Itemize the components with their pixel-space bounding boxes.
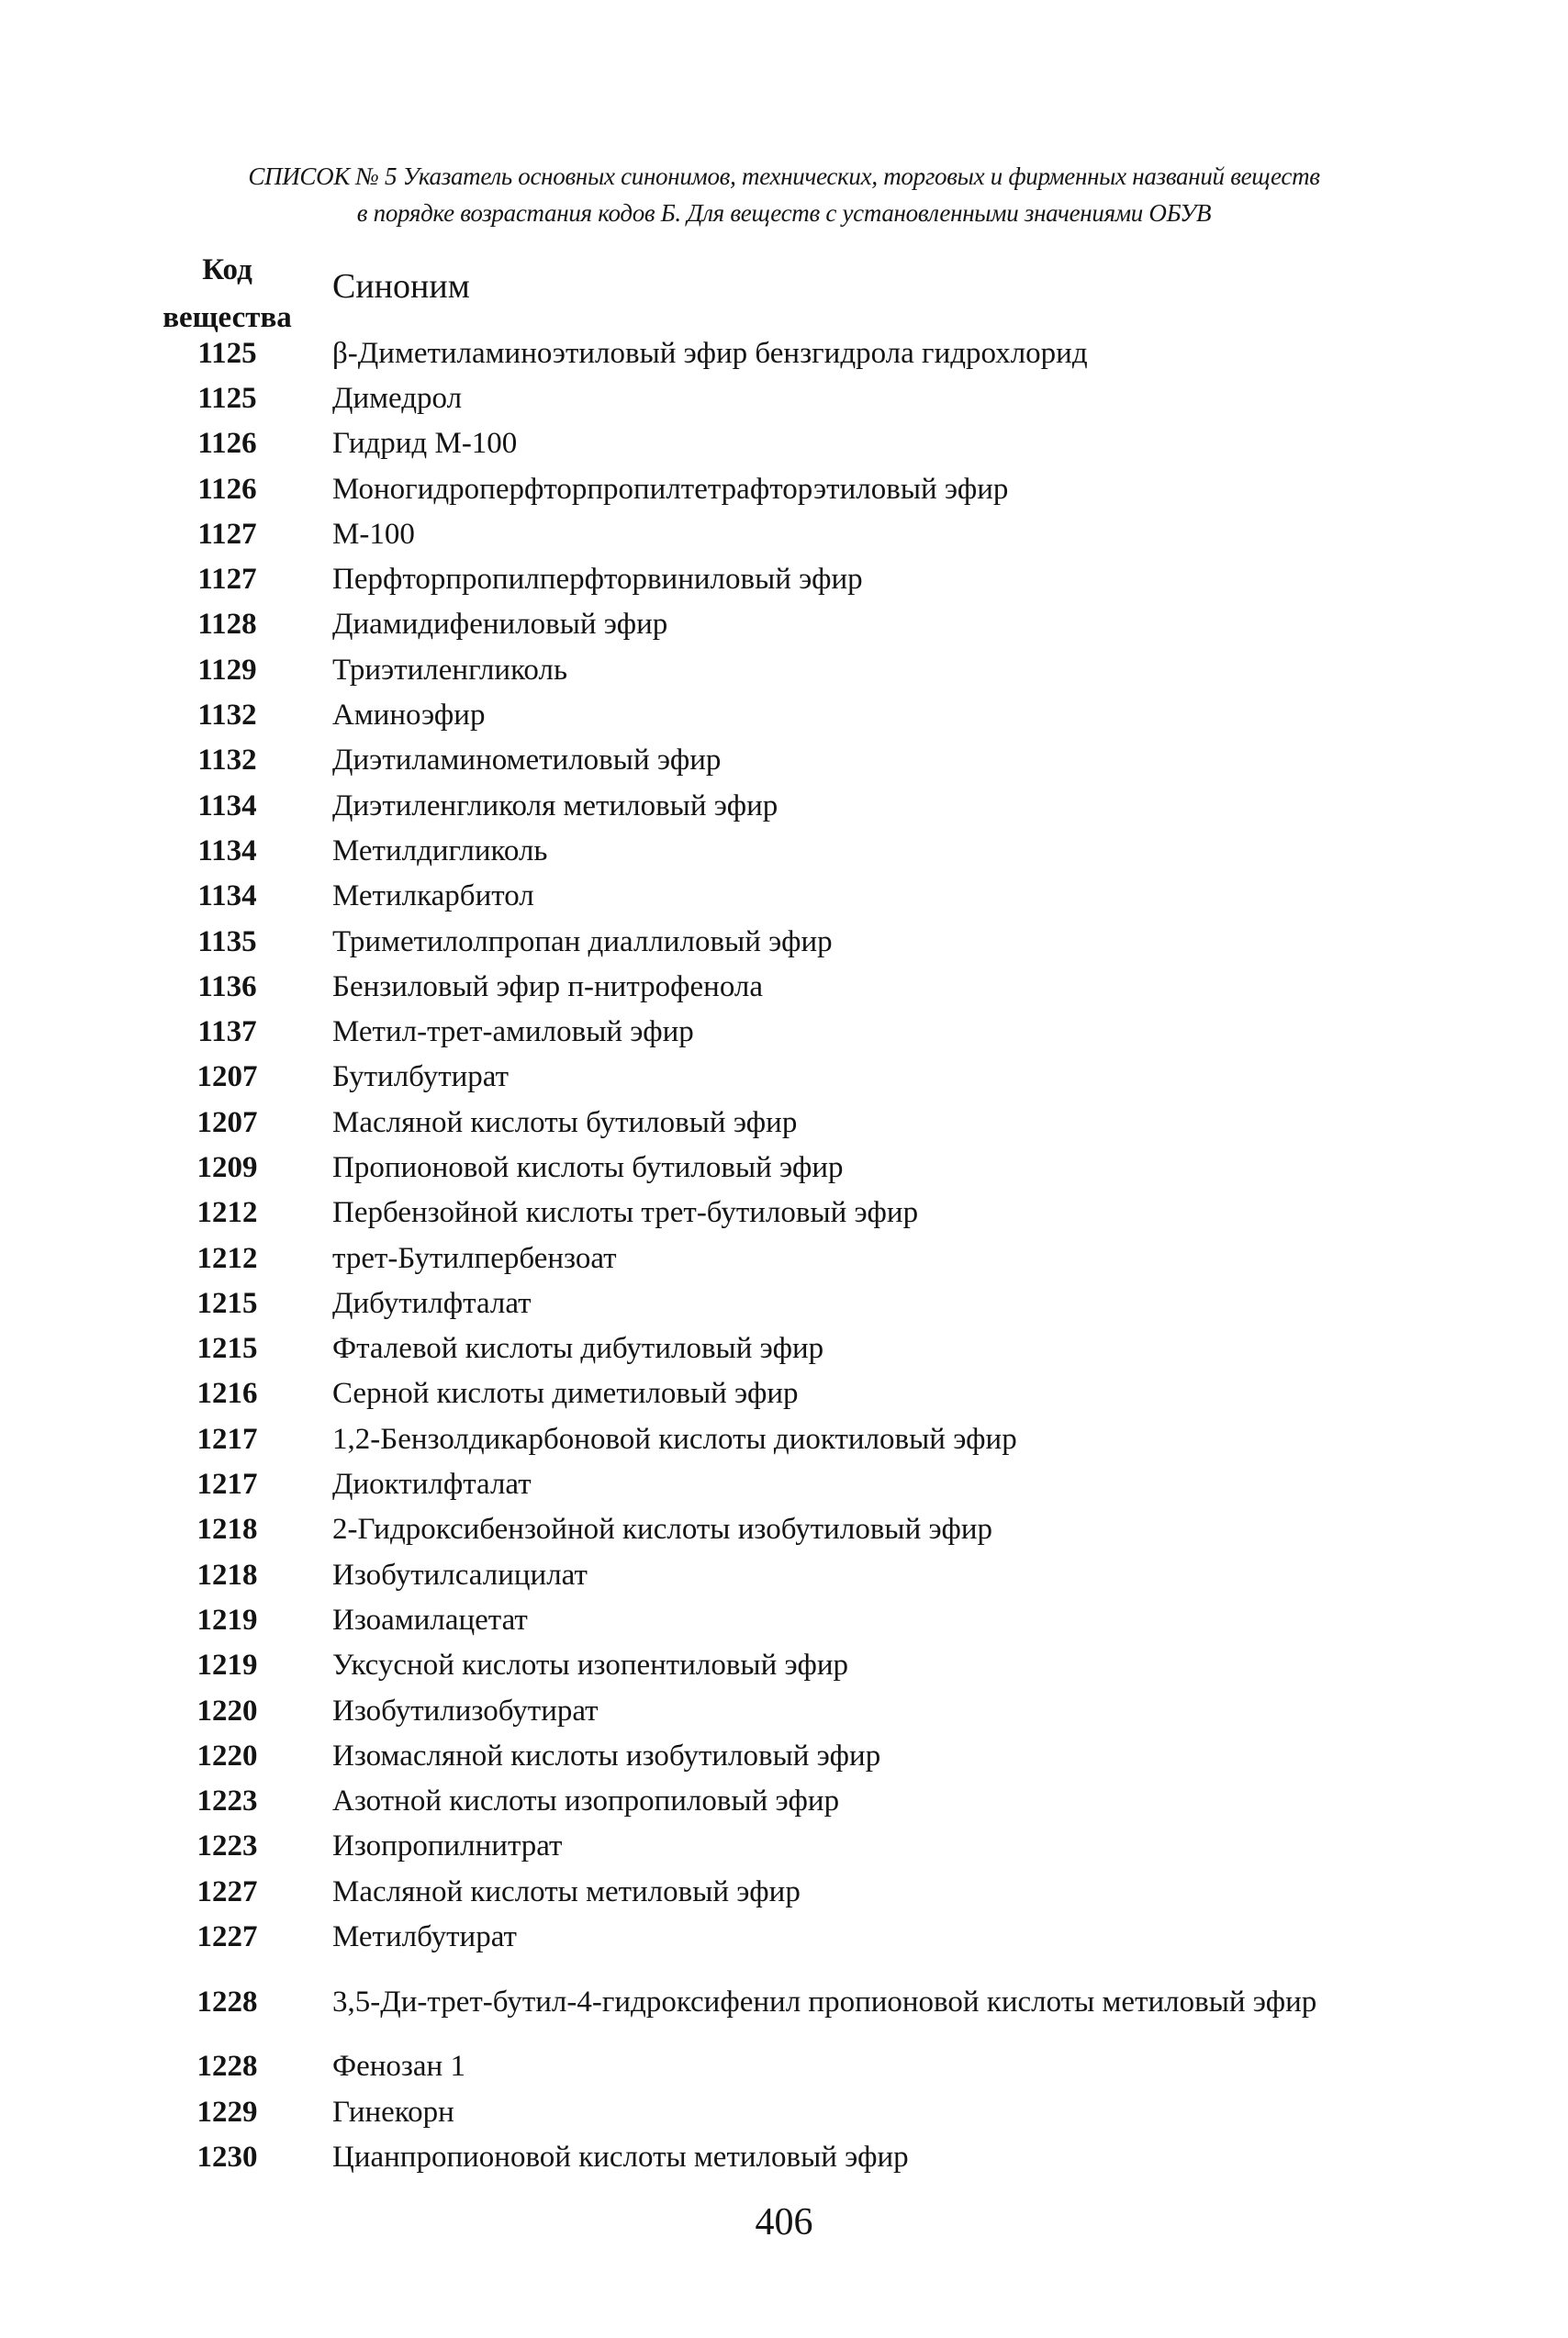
table-row (0, 511, 1568, 556)
substance-code: 1126 (197, 427, 257, 461)
synonym-text: Триэтиленгликоль (332, 653, 568, 687)
synonym-text: М-100 (332, 517, 415, 551)
table-row (0, 466, 1568, 511)
substance-code: 1212 (196, 1196, 258, 1230)
table-row (0, 1191, 1568, 1236)
synonym-table (0, 330, 1568, 2180)
table-row (0, 1326, 1568, 1371)
synonym-text: Изоамилацетат (332, 1603, 528, 1637)
synonym-text: Гидрид М-100 (332, 427, 518, 461)
substance-code: 1134 (197, 879, 257, 913)
table-row (0, 1100, 1568, 1145)
substance-code: 1216 (196, 1377, 258, 1411)
table-row (0, 1643, 1568, 1688)
table-row (0, 1824, 1568, 1869)
synonym-text: Изопропилнитрат (332, 1829, 563, 1863)
table-row (0, 556, 1568, 601)
table-row (0, 1145, 1568, 1190)
synonym-text: 2-Гидроксибензойной кислоты изобутиловый эфир (332, 1513, 992, 1547)
synonym-text: Триметилолпропан диаллиловый эфир (332, 924, 833, 958)
page-number: 406 (755, 2201, 813, 2243)
substance-code: 1135 (197, 924, 257, 958)
synonym-text: Масляной кислоты бутиловый эфир (332, 1105, 798, 1139)
column-header-code-line-2: вещества (162, 301, 292, 334)
synonym-text: Метил-трет-амиловый эфир (332, 1015, 694, 1049)
table-row (0, 1869, 1568, 1914)
synonym-text: Метилбутират (332, 1920, 517, 1954)
substance-code: 1229 (196, 2095, 258, 2129)
table-row (0, 2134, 1568, 2179)
synonym-text: Диэтиленгликоля метиловый эфир (332, 789, 778, 822)
table-row (0, 1281, 1568, 1326)
table-row (0, 964, 1568, 1009)
synonym-text: Бензиловый эфир п-нитрофенола (332, 969, 764, 1003)
synonym-text: Аминоэфир (332, 699, 486, 733)
table-row (0, 1779, 1568, 1824)
synonym-text: Изомасляной кислоты изобутиловый эфир (332, 1739, 881, 1773)
synonym-text: Азотной кислоты изопропиловый эфир (332, 1784, 840, 1818)
substance-code: 1125 (197, 336, 257, 370)
header-line-2: в порядке возрастания кодов Б. Для веществ с установленными значениями ОБУВ (356, 199, 1212, 227)
table-row (0, 1371, 1568, 1416)
substance-code: 1134 (197, 789, 257, 822)
synonym-text: Серной кислоты диметиловый эфир (332, 1377, 799, 1411)
synonym-text: Диамидифениловый эфир (332, 608, 668, 642)
substance-code: 1127 (197, 563, 257, 597)
substance-code: 1132 (197, 744, 257, 777)
column-header-code-line-1: Код (202, 253, 252, 286)
synonym-text: Бутилбутират (332, 1060, 510, 1094)
synonym-text: Пропионовой кислоты бутиловый эфир (332, 1150, 844, 1184)
synonym-text: 3,5-Ди-трет-бутил-4-гидроксифенил пропионовой кислоты метиловый эфир (332, 1985, 1317, 2019)
table-row (0, 1055, 1568, 1100)
table-row (0, 692, 1568, 737)
substance-code: 1137 (197, 1015, 257, 1049)
synonym-text: Фенозан 1 (332, 2050, 465, 2084)
table-row (0, 1461, 1568, 1506)
synonym-text: Изобутилизобутират (332, 1694, 599, 1728)
table-row (0, 1552, 1568, 1597)
table-row (0, 375, 1568, 420)
substance-code: 1227 (196, 1874, 258, 1908)
synonym-text: β-Диметиламиноэтиловый эфир бензгидрола гидрохлорид (332, 336, 1088, 370)
table-row (0, 1009, 1568, 1054)
table-row (0, 828, 1568, 873)
table-row (0, 1688, 1568, 1733)
synonym-text: Моногидроперфторпропилтетрафторэтиловый эфир (332, 472, 1009, 506)
substance-code: 1209 (196, 1150, 258, 1184)
substance-code: 1136 (197, 969, 257, 1003)
table-row (0, 1733, 1568, 1778)
synonym-text: Уксусной кислоты изопентиловый эфир (332, 1649, 849, 1683)
table-row (0, 330, 1568, 375)
table-row (0, 919, 1568, 964)
substance-code: 1217 (196, 1468, 258, 1502)
substance-code: 1228 (196, 1985, 258, 2019)
synonym-text: Пербензойной кислоты трет-бутиловый эфир (332, 1196, 919, 1230)
table-row (0, 1914, 1568, 1959)
substance-code: 1223 (196, 1829, 258, 1863)
synonym-text: Фталевой кислоты дибутиловый эфир (332, 1332, 824, 1366)
substance-code: 1134 (197, 833, 257, 867)
synonym-text: Цианпропионовой кислоты метиловый эфир (332, 2140, 909, 2174)
substance-code: 1220 (196, 1739, 258, 1773)
table-row (0, 602, 1568, 647)
list-header (0, 158, 1568, 231)
substance-code: 1132 (197, 699, 257, 733)
substance-code: 1220 (196, 1694, 258, 1728)
column-header-code (151, 246, 303, 341)
table-row (0, 1507, 1568, 1552)
table-row (0, 738, 1568, 783)
table-row (0, 1416, 1568, 1461)
synonym-text: Перфторпропилперфторвиниловый эфир (332, 563, 863, 597)
synonym-text: Метилкарбитол (332, 879, 534, 913)
table-row (0, 1236, 1568, 1281)
substance-code: 1230 (196, 2140, 258, 2174)
substance-code: 1128 (197, 608, 257, 642)
substance-code: 1126 (197, 472, 257, 506)
substance-code: 1228 (196, 2050, 258, 2084)
synonym-text: Гинекорн (332, 2095, 454, 2129)
synonym-text: Изобутилсалицилат (332, 1558, 588, 1592)
substance-code: 1207 (196, 1060, 258, 1094)
table-row (0, 2044, 1568, 2089)
substance-code: 1227 (196, 1920, 258, 1954)
substance-code: 1215 (196, 1286, 258, 1320)
synonym-text: Дибутилфталат (332, 1286, 532, 1320)
synonym-text: Димедрол (332, 381, 463, 415)
table-row (0, 2089, 1568, 2134)
synonym-text: Диэтиламинометиловый эфир (332, 744, 722, 777)
substance-code: 1215 (196, 1332, 258, 1366)
substance-code: 1218 (196, 1558, 258, 1592)
substance-code: 1127 (197, 517, 257, 551)
substance-code: 1217 (196, 1422, 258, 1456)
substance-code: 1218 (196, 1513, 258, 1547)
table-row (0, 647, 1568, 692)
substance-code: 1212 (196, 1241, 258, 1275)
substance-code: 1207 (196, 1105, 258, 1139)
substance-code: 1125 (197, 381, 257, 415)
synonym-text: Метилдигликоль (332, 833, 548, 867)
table-row (0, 1597, 1568, 1642)
table-row (0, 421, 1568, 466)
synonym-text: Диоктилфталат (332, 1468, 532, 1502)
column-header-synonym: Синоним (332, 267, 470, 306)
table-row (0, 874, 1568, 919)
substance-code: 1223 (196, 1784, 258, 1818)
substance-code: 1219 (196, 1649, 258, 1683)
substance-code: 1129 (197, 653, 257, 687)
synonym-text: 1,2-Бензолдикарбоновой кислоты диоктиловый эфир (332, 1422, 1017, 1456)
header-line-1: СПИСОК № 5 Указатель основных синонимов, технических, торговых и фирменных названий веществ (248, 162, 1320, 190)
substance-code: 1219 (196, 1603, 258, 1637)
table-row (0, 1960, 1568, 2044)
synonym-text: трет-Бутилпербензоат (332, 1241, 617, 1275)
table-row (0, 783, 1568, 828)
synonym-text: Масляной кислоты метиловый эфир (332, 1874, 801, 1908)
